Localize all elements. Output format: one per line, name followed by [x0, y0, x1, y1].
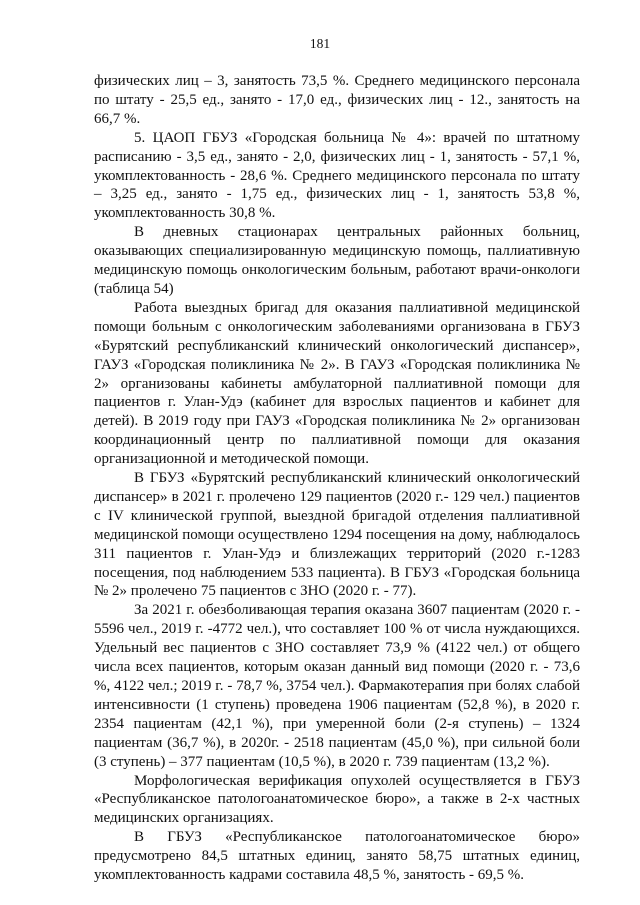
paragraph-pain-therapy: За 2021 г. обезболивающая терапия оказана 3607 пациентам (2020 г. - 5596 чел., 2019 г. -4772 чел.), что составляет 100 % от числа нуждающихся. Удельный вес пациентов с ЗНО составляет 73,9 % (4122 чел.) от общего числа всех пациентов, которым оказан данный вид помощи (2020 г. - 73,6 %, 4122 чел.; 2019 г. - 78,7 %, 3754 чел.). Фармакотерапия при болях слабой интенсивности (1 ступень) проведена 1906 пациентам (52,8 %), в 2020 г. 2354 пациентам (42,1 %), при умеренной боли (2-я ступень) – 1324 пациентам (36,7 %), в 2020г. - 2518 пациентам (45,0 %), при сильной боли (3 ступень) – 377 пациентам (10,5 %), в 2020 г. 739 пациентам (13,2 %).	[94, 602, 580, 770]
page-number: 181	[309, 36, 331, 51]
paragraph-oncology-dispensary: В ГБУЗ «Бурятский республиканский клинический онкологический диспансер» в 2021 г. пролечено 129 пациентов (2020 г.- 129 чел.) пациентов с IV клинической группой, выездной бригадой отделения паллиативной медицинской помощи осуществлено 1294 посещения на дому, наблюдалось 311 пациентов г. Улан-Удэ и близлежащих территорий (2020 г.-1283 посещения, под наблюдением 533 пациента). В ГБУЗ «Городская больница № 2» пролечено 75 пациентов с ЗНО (2020 г. - 77).	[94, 470, 580, 600]
paragraph-day-hospitals: В дневных стационарах центральных районных больниц, оказывающих специализированную медицинскую помощь, паллиативную медицинскую помощь онкологическим больным, работают врачи-онкологи (таблица 54)	[94, 224, 580, 297]
paragraph-staffing-continued: физических лиц – 3, занятость 73,5 %. Среднего медицинского персонала по штату - 25,5 ед., занято - 17,0 ед., физических лиц - 12., занятость на 66,7 %.	[94, 73, 580, 127]
paragraph-caop-hospital-4: 5. ЦАОП ГБУЗ «Городская больница № 4»: врачей по штатному расписанию - 3,5 ед., занято - 2,0, физических лиц - 1, занятость - 57,1 %, укомплектованность - 28,6 %. Среднего медицинского персонала по штату – 3,25 ед., занято - 1,75 ед., физических лиц - 1, занятость 53,8 %, укомплектованность 30,8 %.	[94, 129, 580, 222]
paragraph-morphological-verification: Морфологическая верификация опухолей осуществляется в ГБУЗ «Республиканское патологоанатомическое бюро», а также в 2-х частных медицинских организациях.	[94, 772, 580, 827]
paragraph-mobile-teams: Работа выездных бригад для оказания паллиативной медицинской помощи больным с онкологическим заболеваниями организована в ГБУЗ «Бурятский республиканский клинический онкологический диспансер», ГАУЗ «Городская поликлиника № 2». В ГАУЗ «Городская поликлиника № 2» организованы кабинеты амбулаторной паллиативной помощи для пациентов г. Улан-Удэ (кабинет для взрослых пациентов и кабинет для детей). В 2019 году при ГАУЗ «Городская поликлиника № 2» организован координационный центр по паллиативной помощи для оказания организационной и методической помощи.	[94, 299, 580, 468]
paragraph-pathology-bureau-staffing: В ГБУЗ «Республиканское патологоанатомическое бюро» предусмотрено 84,5 штатных единиц, занято 58,75 штатных единиц, укомплектованность кадрами составила 48,5 %, занятость - 69,5 %.	[94, 829, 580, 884]
page-body	[94, 72, 580, 885]
